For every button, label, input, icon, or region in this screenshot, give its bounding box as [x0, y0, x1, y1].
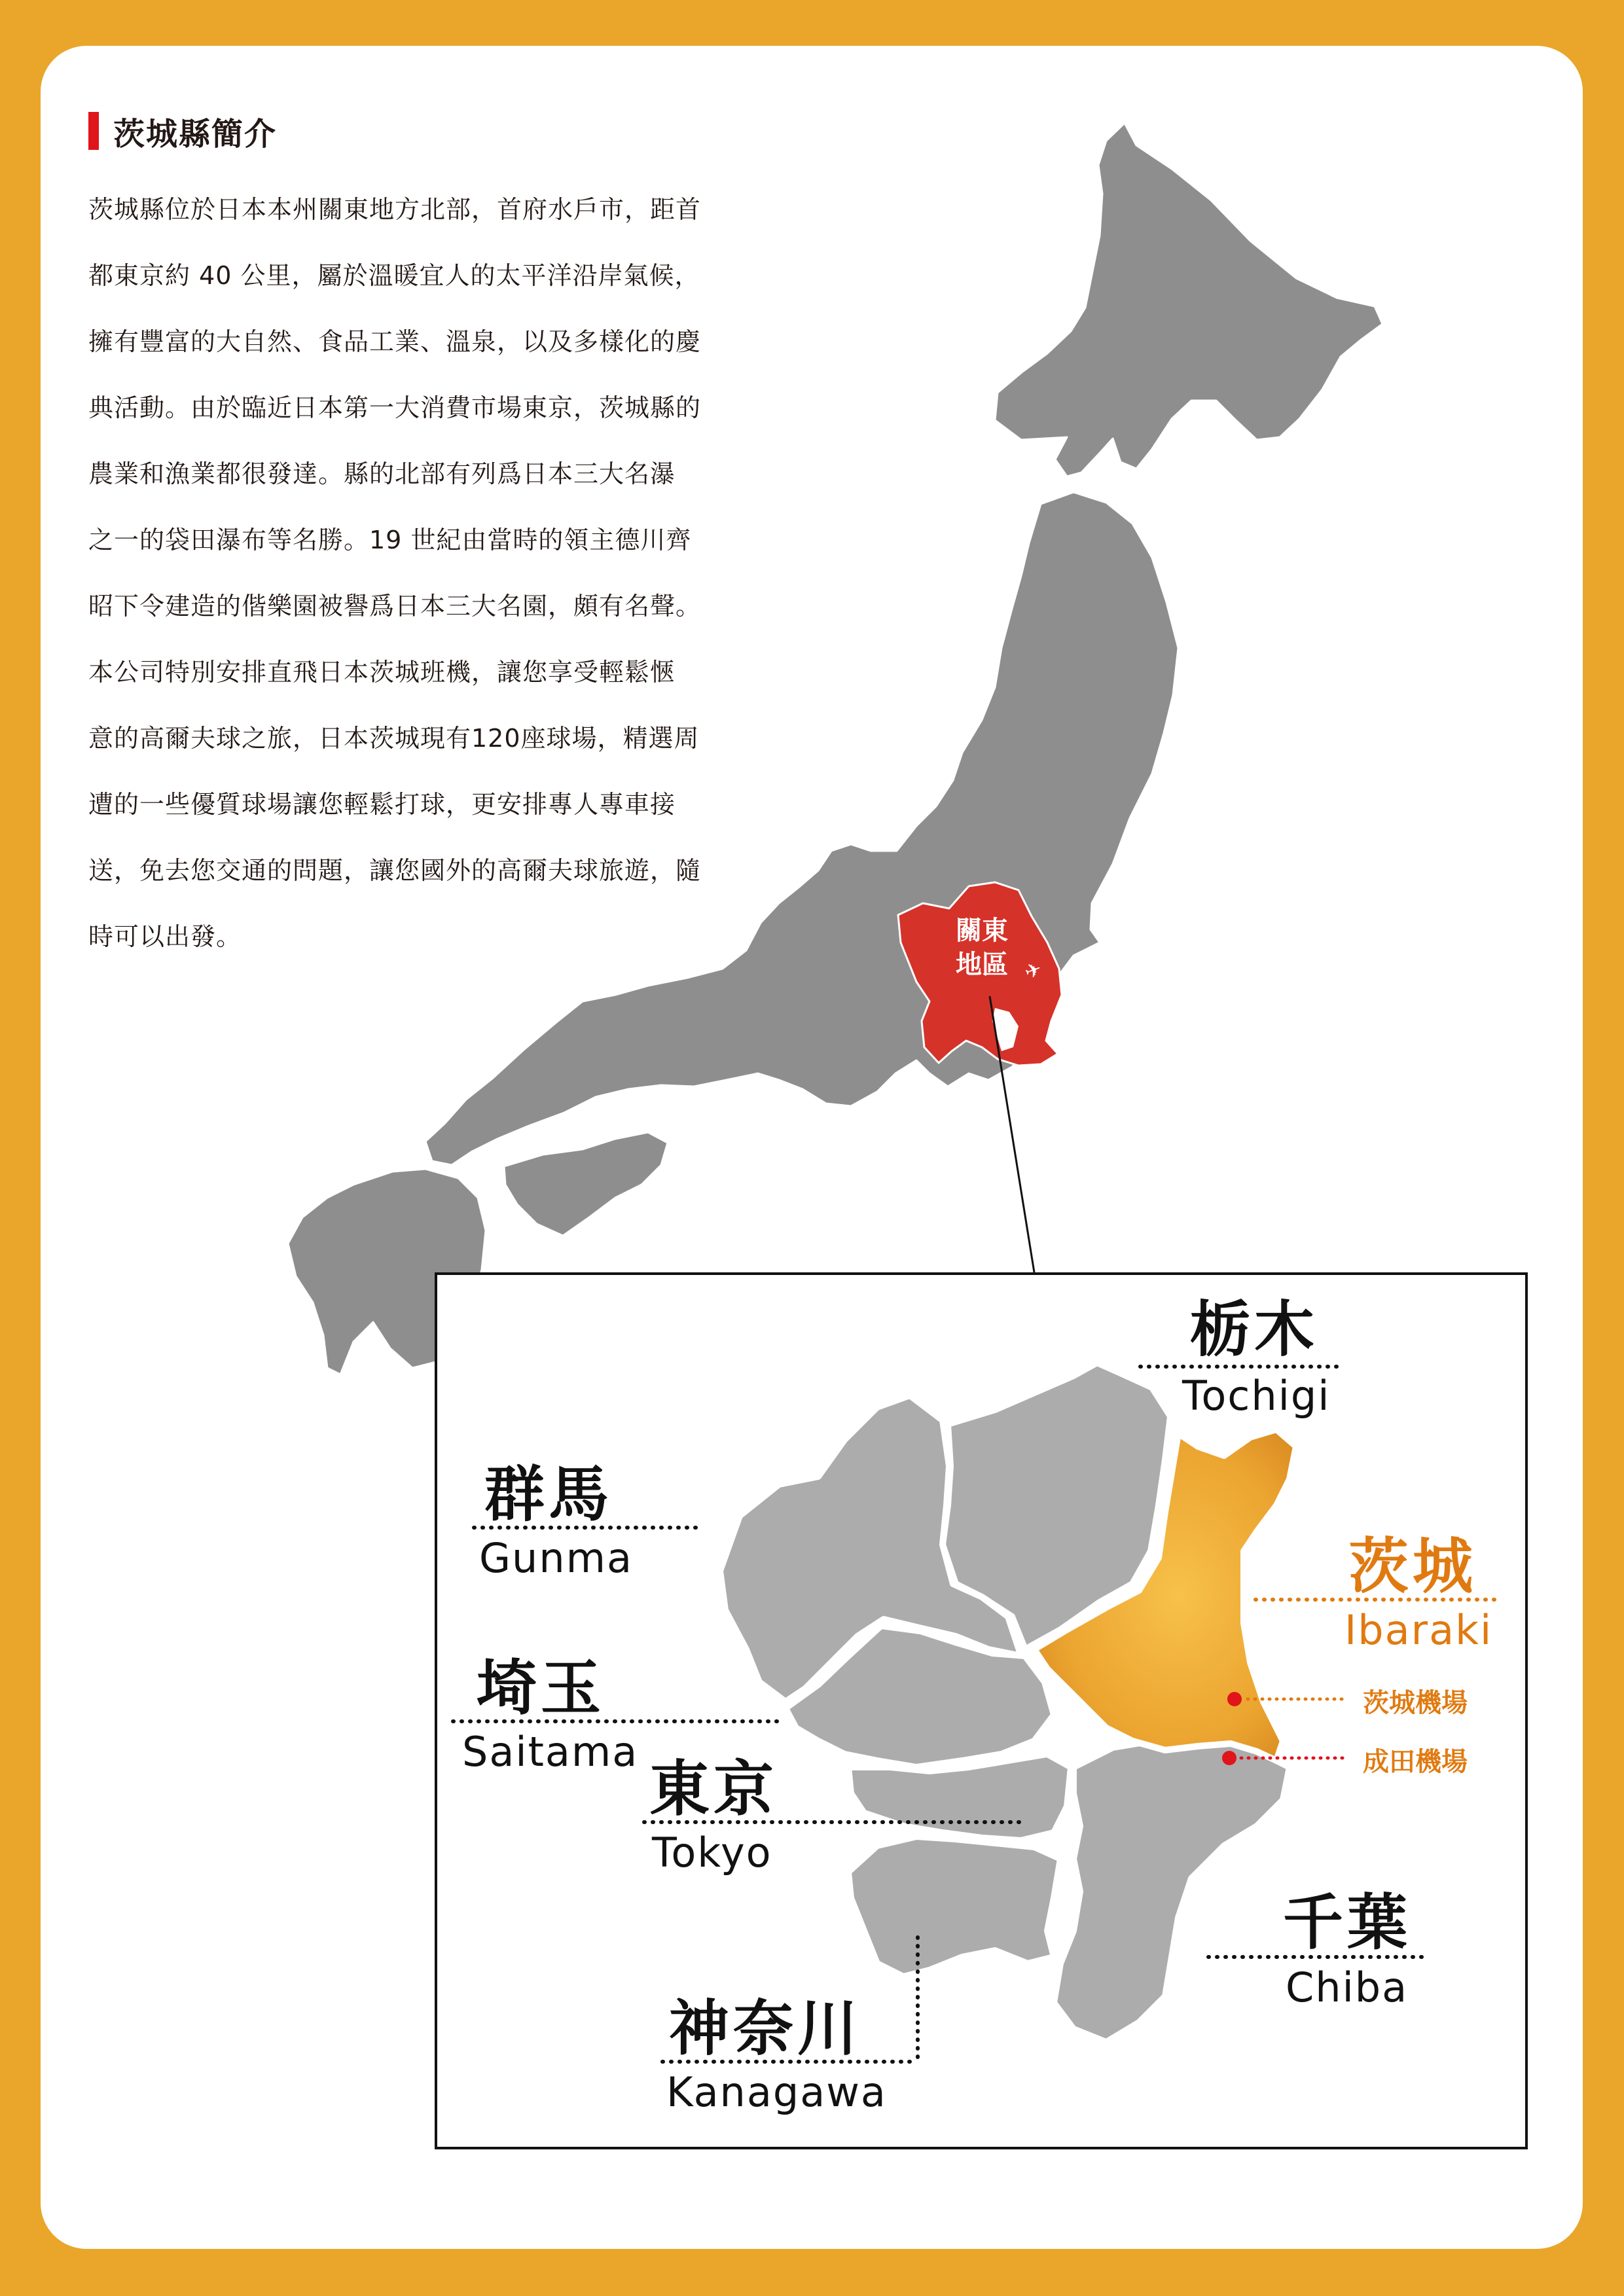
intro-line: 遭的一些優質球場讓您輕鬆打球，更安排專人專車接	[88, 790, 676, 819]
intro-line: 時可以出發。	[88, 922, 242, 951]
shikoku-shape	[504, 1132, 668, 1236]
ibaraki-label-en: Ibaraki	[1344, 1606, 1493, 1654]
tochigi-label-zh: 栃木	[1190, 1295, 1319, 1365]
intro-line: 送，免去您交通的問題，讓您國外的高爾夫球旅遊，隨	[88, 856, 702, 885]
kanto-region-label	[943, 914, 1021, 982]
kanto-label-line2: 地區	[956, 950, 1008, 980]
tochigi-label-en: Tochigi	[1182, 1372, 1331, 1420]
intro-line: 農業和漁業都很發達。縣的北部有列爲日本三大名瀑	[88, 459, 676, 488]
airplane-icon: ✈	[1021, 957, 1045, 985]
kanagawa-label-zh: 神奈川	[669, 1994, 862, 2064]
kanagawa-shape	[848, 1837, 1060, 1977]
chiba-label-en: Chiba	[1286, 1964, 1409, 2011]
chiba-label-zh: 千葉	[1283, 1888, 1412, 1958]
hokkaido-shape	[995, 123, 1382, 476]
intro-line: 之一的袋田瀑布等名勝。19 世紀由當時的領主德川齊	[88, 526, 692, 554]
ibaraki-airport-dot	[1227, 1692, 1242, 1706]
tokyo-label-zh: 東京	[649, 1754, 778, 1824]
narita-airport-dot	[1222, 1751, 1236, 1765]
saitama-label-zh: 埼玉	[477, 1653, 605, 1723]
japan-map	[288, 123, 1382, 1374]
honshu-shape	[425, 492, 1178, 1165]
ibaraki-label-zh: 茨城	[1348, 1532, 1477, 1602]
intro-line: 典活動。由於臨近日本第一大消費市場東京，茨城縣的	[88, 393, 702, 422]
intro-line: 擁有豐富的大自然、食品工業、溫泉，以及多樣化的慶	[88, 327, 702, 356]
intro-line: 茨城縣位於日本本州關東地方北部，首府水戶市，距首	[88, 195, 702, 224]
heading-title: 茨城縣簡介	[113, 115, 278, 152]
intro-line: 意的高爾夫球之旅，日本茨城現有120座球場，精選周	[88, 724, 700, 753]
narita-airport-label: 成田機場	[1363, 1747, 1468, 1777]
gunma-label-en: Gunma	[479, 1534, 634, 1582]
kanto-label-line1: 關東	[956, 916, 1008, 946]
gunma-label-zh: 群馬	[484, 1460, 613, 1530]
intro-line: 本公司特別安排直飛日本茨城班機，讓您享受輕鬆愜	[88, 658, 676, 687]
intro-line: 昭下令建造的偕樂園被譽爲日本三大名園，頗有名聲。	[88, 592, 702, 620]
kanagawa-label-en: Kanagawa	[666, 2068, 887, 2116]
ibaraki-airport-label: 茨城機場	[1363, 1688, 1468, 1718]
intro-line: 都東京約 40 公里，屬於溫暖宜人的太平洋沿岸氣候，	[88, 261, 700, 290]
saitama-label-en: Saitama	[462, 1728, 639, 1776]
tokyo-label-en: Tokyo	[652, 1829, 772, 1876]
